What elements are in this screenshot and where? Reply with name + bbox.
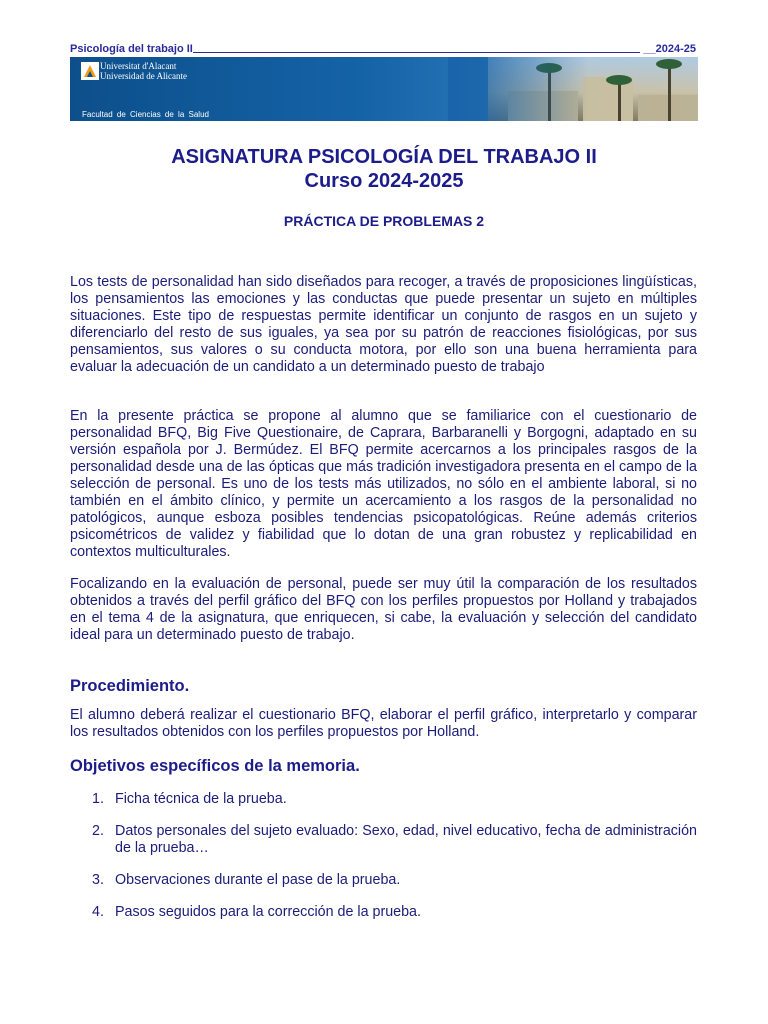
list-item-number: 2. xyxy=(92,823,104,839)
list-item-number: 1. xyxy=(92,791,104,807)
intro-paragraph: Los tests de personalidad han sido diseñados para recoger, a través de proposiciones lingüísticas, los pensamientos las emociones y las conductas que puede presentar un sujeto en múltiples situaciones. Este tipo de respuestas permite identificar un conjunto de rasgos en un sujeto y diferenciarlo del resto de sus iguales, ya sea por su patrón de reacciones fisiológicas, por sus pensamientos, sus valores o su conducta motora, por ello son una buena herramienta para evaluar la adecuación de un candidato a un determinado puesto de trabajo xyxy=(70,274,697,375)
list-item xyxy=(70,904,697,921)
academic-year: Curso 2024-2025 xyxy=(304,170,464,192)
list-item-text: Pasos seguidos para la corrección de la prueba. xyxy=(115,904,421,920)
list-item-text: Datos personales del sujeto evaluado: Sexo, edad, nivel educativo, fecha de administración de la prueba… xyxy=(115,823,697,856)
university-logo-icon xyxy=(81,62,99,80)
running-header-rule xyxy=(193,52,641,53)
faculty-name: Facultad de Ciencias de la Salud xyxy=(82,110,209,119)
university-banner xyxy=(70,57,698,121)
list-item xyxy=(70,872,697,889)
list-item-number: 4. xyxy=(92,904,104,920)
university-name xyxy=(100,61,187,81)
running-header-year: __2024-25 xyxy=(643,43,696,55)
university-name-spanish: Universidad de Alicante xyxy=(100,71,187,81)
objectives-list xyxy=(70,791,697,936)
list-item-text: Ficha técnica de la prueba. xyxy=(115,791,287,807)
running-header-course: Psicología del trabajo II xyxy=(70,43,193,55)
objectives-heading: Objetivos específicos de la memoria. xyxy=(70,757,360,775)
practice-title: PRÁCTICA DE PROBLEMAS 2 xyxy=(283,213,485,229)
university-name-valencian: Universitat d'Alacant xyxy=(100,61,177,71)
list-item xyxy=(70,823,697,857)
procedure-heading: Procedimiento. xyxy=(70,677,190,695)
list-item xyxy=(70,791,697,808)
bfq-paragraph: En la presente práctica se propone al alumno que se familiarice con el cuestionario de personalidad BFQ, Big Five Questionaire, de Caprara, Barbaranelli y Borgogni, adaptado en su versión española por J. Bermúdez. El BFQ permite acercarnos a los principales rasgos de la personalidad desde una de las ópticas que más tradición investigadora presenta en el campo de la selección de personal. Es uno de los tests más utilizados, no sólo en el ambiente laboral, si no también en el ámbito clínico, y permite un acercamiento a los rasgos de la personalidad no patológicos, aunque esboza posibles tendencias psicopatológicas. Reúne además criterios psicométricos de validez y fiabilidad que lo dotan de una gran robustez y replicabilidad en contextos multiculturales. xyxy=(70,408,697,560)
procedure-text: El alumno deberá realizar el cuestionario BFQ, elaborar el perfil gráfico, interpretarlo y comparar los resultados obtenidos con los perfiles propuestos por Holland. xyxy=(70,707,697,740)
running-header xyxy=(70,43,696,55)
course-title: ASIGNATURA PSICOLOGÍA DEL TRABAJO II xyxy=(171,146,597,168)
list-item-number: 3. xyxy=(92,872,104,888)
document-title xyxy=(0,145,768,193)
holland-paragraph: Focalizando en la evaluación de personal, puede ser muy útil la comparación de los resultados obtenidos a través del perfil gráfico del BFQ con los perfiles propuestos por Holland y trabajados en el tema 4 de la asignatura, que enriquecen, si cabe, la evaluación y selección del candidato ideal para un determinado puesto de trabajo. xyxy=(70,576,697,643)
list-item-text: Observaciones durante el pase de la prueba. xyxy=(115,872,401,888)
